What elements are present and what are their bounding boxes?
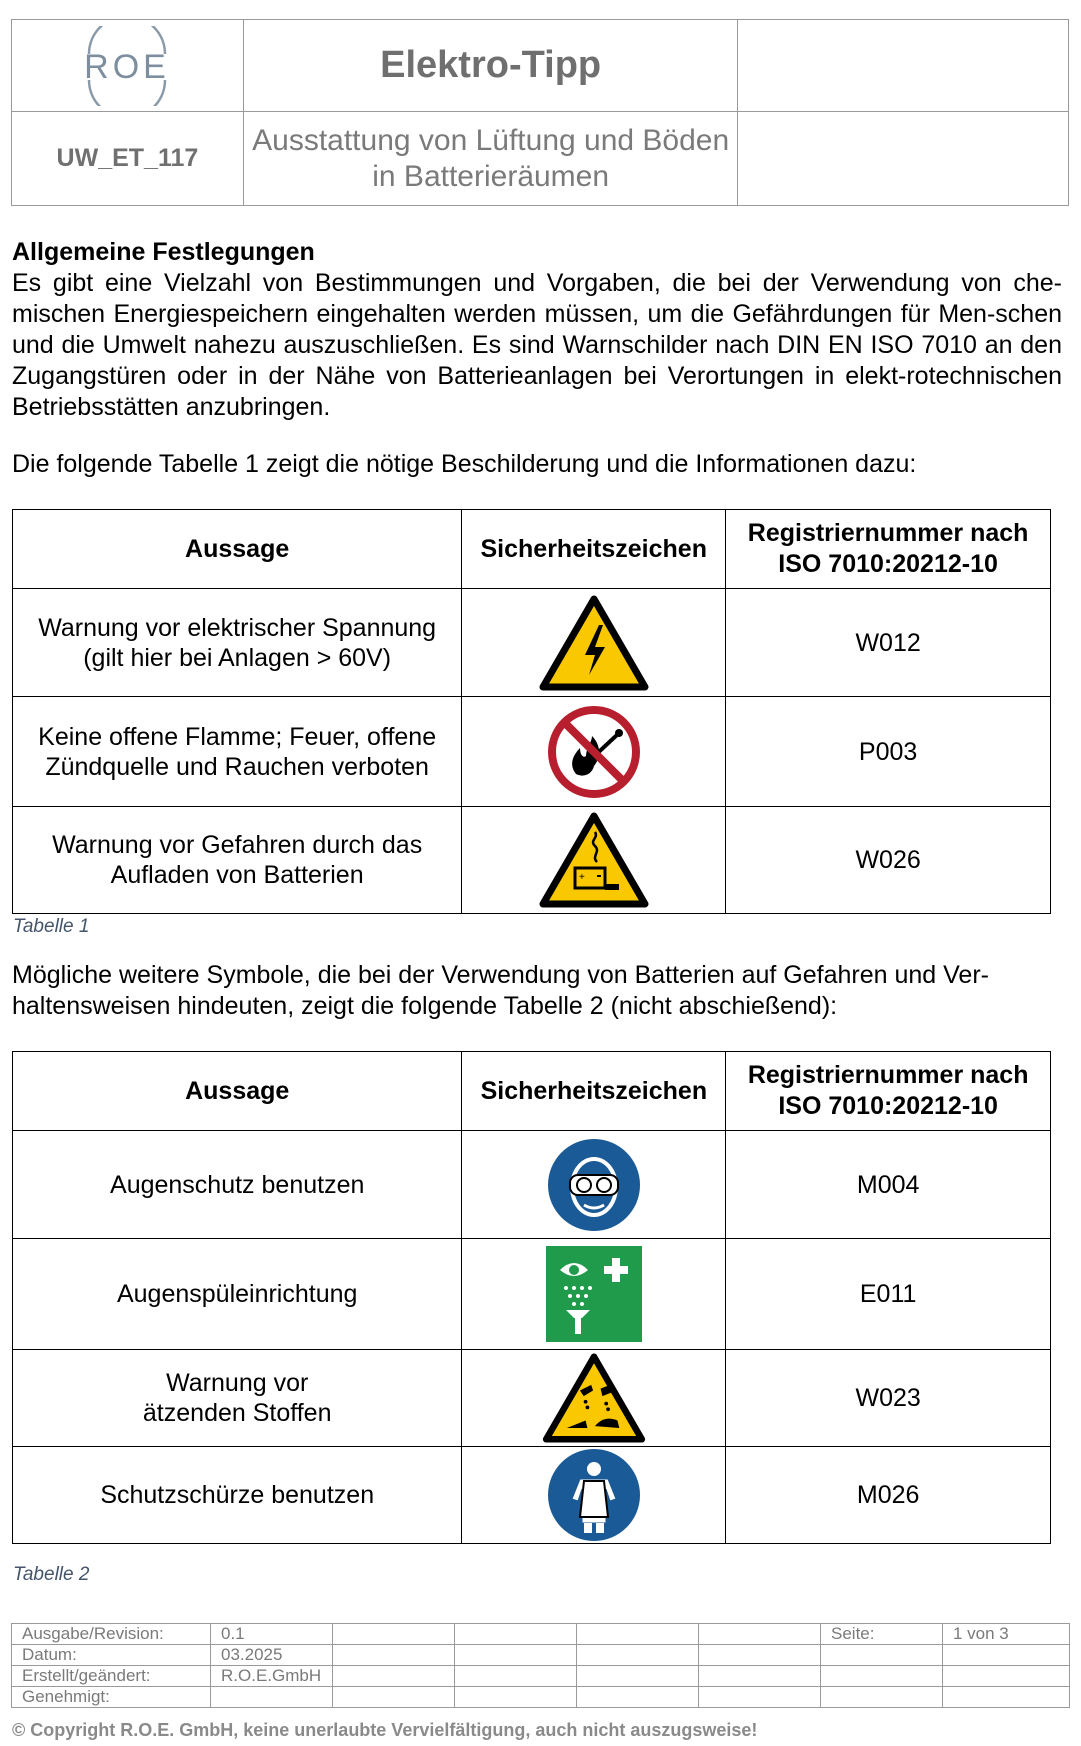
subtitle-line-2: in Batterieräumen [372,159,610,193]
table-row [13,1350,1051,1447]
date-value: 03.2025 [211,1645,333,1666]
header-empty-cell [738,20,1069,112]
table-row [13,1447,1051,1544]
battery-charging-warning-icon [539,812,649,908]
page-label: Seite: [821,1624,943,1645]
statement-cell: Augenschutz benutzen [13,1131,462,1239]
doc-subtitle [243,112,738,206]
author-value: R.O.E.GmbH [211,1666,333,1687]
table-header-row [13,1052,1051,1131]
intro-paragraph: Es gibt eine Vielzahl von Bestimmungen und Vorgaben, die bei der Verwendung von che-mischen Energiespeichern eingehalten werden müssen, um die Gefährdungen für Men-schen und die Umwelt nahezu auszuschließen. Es sind Warnschilder nach DIN EN ISO 7010 an den Zugangstüren oder in der Nähe von Batterieanlagen bei Verortungen in elekt-rotechnischen Betriebsstätten anzubringen. [12,269,1062,421]
header-sicherheitszeichen: Sicherheitszeichen [462,1052,726,1131]
document-header [11,19,1069,206]
table1-intro: Die folgende Tabelle 1 zeigt die nötige Beschilderung und die Informationen dazu: [12,450,917,478]
logo-text: ROE [84,47,171,86]
code-cell: W023 [726,1350,1051,1447]
signs-table-2 [12,1051,1051,1544]
sign-cell [462,1239,726,1350]
code-cell: W012 [726,589,1051,697]
code-cell: P003 [726,697,1051,807]
code-cell: M004 [726,1131,1051,1239]
eye-protection-icon [546,1137,642,1233]
table-header-row [13,510,1051,589]
doc-code: UW_ET_117 [12,112,244,206]
sign-cell [462,1131,726,1239]
footer-table [11,1623,1070,1708]
electric-voltage-warning-icon [539,595,649,691]
roe-logo-icon [67,26,187,106]
signs-table-1 [12,509,1051,914]
header-empty-cell [738,112,1069,206]
sign-cell [462,589,726,697]
header-sicherheitszeichen: Sicherheitszeichen [462,510,726,589]
section-body [12,237,1062,423]
subtitle-line-1: Ausstattung von Lüftung und Böden [252,123,730,157]
revision-value: 0.1 [211,1624,333,1645]
copyright-notice: © Copyright R.O.E. GmbH, keine unerlaubte Vervielfältigung, auch nicht auszugsweise! [12,1720,758,1740]
author-label: Erstellt/geändert: [12,1666,211,1687]
statement-cell: Schutzschürze benutzen [13,1447,462,1544]
sign-cell [462,697,726,807]
table-row [13,589,1051,697]
header-registriernummer: Registriernummer nach ISO 7010:20212-10 [726,1052,1051,1131]
statement-cell: Warnung vor elektrischer Spannung (gilt hier bei Anlagen > 60V) [13,589,462,697]
table1-caption: Tabelle 1 [13,916,90,937]
table-row [13,807,1051,914]
eyewash-station-icon [546,1246,642,1342]
header-aussage: Aussage [13,1052,462,1131]
sign-cell [462,807,726,914]
code-cell: E011 [726,1239,1051,1350]
table2-caption: Tabelle 2 [13,1564,90,1585]
table-row [13,1131,1051,1239]
code-cell: M026 [726,1447,1051,1544]
approved-label: Genehmigt: [12,1687,211,1708]
no-open-flame-icon [546,704,642,800]
statement-cell: Keine offene Flamme; Feuer, offene Zündquelle und Rauchen verboten [13,697,462,807]
statement-cell: Warnung vor ätzenden Stoffen [13,1350,462,1447]
sign-cell [462,1350,726,1447]
table-row [13,697,1051,807]
protective-apron-icon [546,1447,642,1543]
logo-cell [12,20,244,112]
sign-cell [462,1447,726,1544]
doc-title: Elektro-Tipp [243,20,738,112]
revision-label: Ausgabe/Revision: [12,1624,211,1645]
corrosive-warning-icon [539,1353,649,1443]
code-cell: W026 [726,807,1051,914]
page-value: 1 von 3 [943,1624,1070,1645]
date-label: Datum: [12,1645,211,1666]
header-registriernummer: Registriernummer nach ISO 7010:20212-10 [726,510,1051,589]
statement-cell: Augenspüleinrichtung [13,1239,462,1350]
header-aussage: Aussage [13,510,462,589]
statement-cell: Warnung vor Gefahren durch das Aufladen von Batterien [13,807,462,914]
section-heading: Allgemeine Festlegungen [12,238,315,266]
table2-intro: Mögliche weitere Symbole, die bei der Verwendung von Batterien auf Gefahren und Ver-haltensweisen hindeuten, zeigt die folgende Tabelle 2 (nicht abschießend): [12,961,989,1020]
svg-text:+: + [578,872,585,883]
table-row [13,1239,1051,1350]
